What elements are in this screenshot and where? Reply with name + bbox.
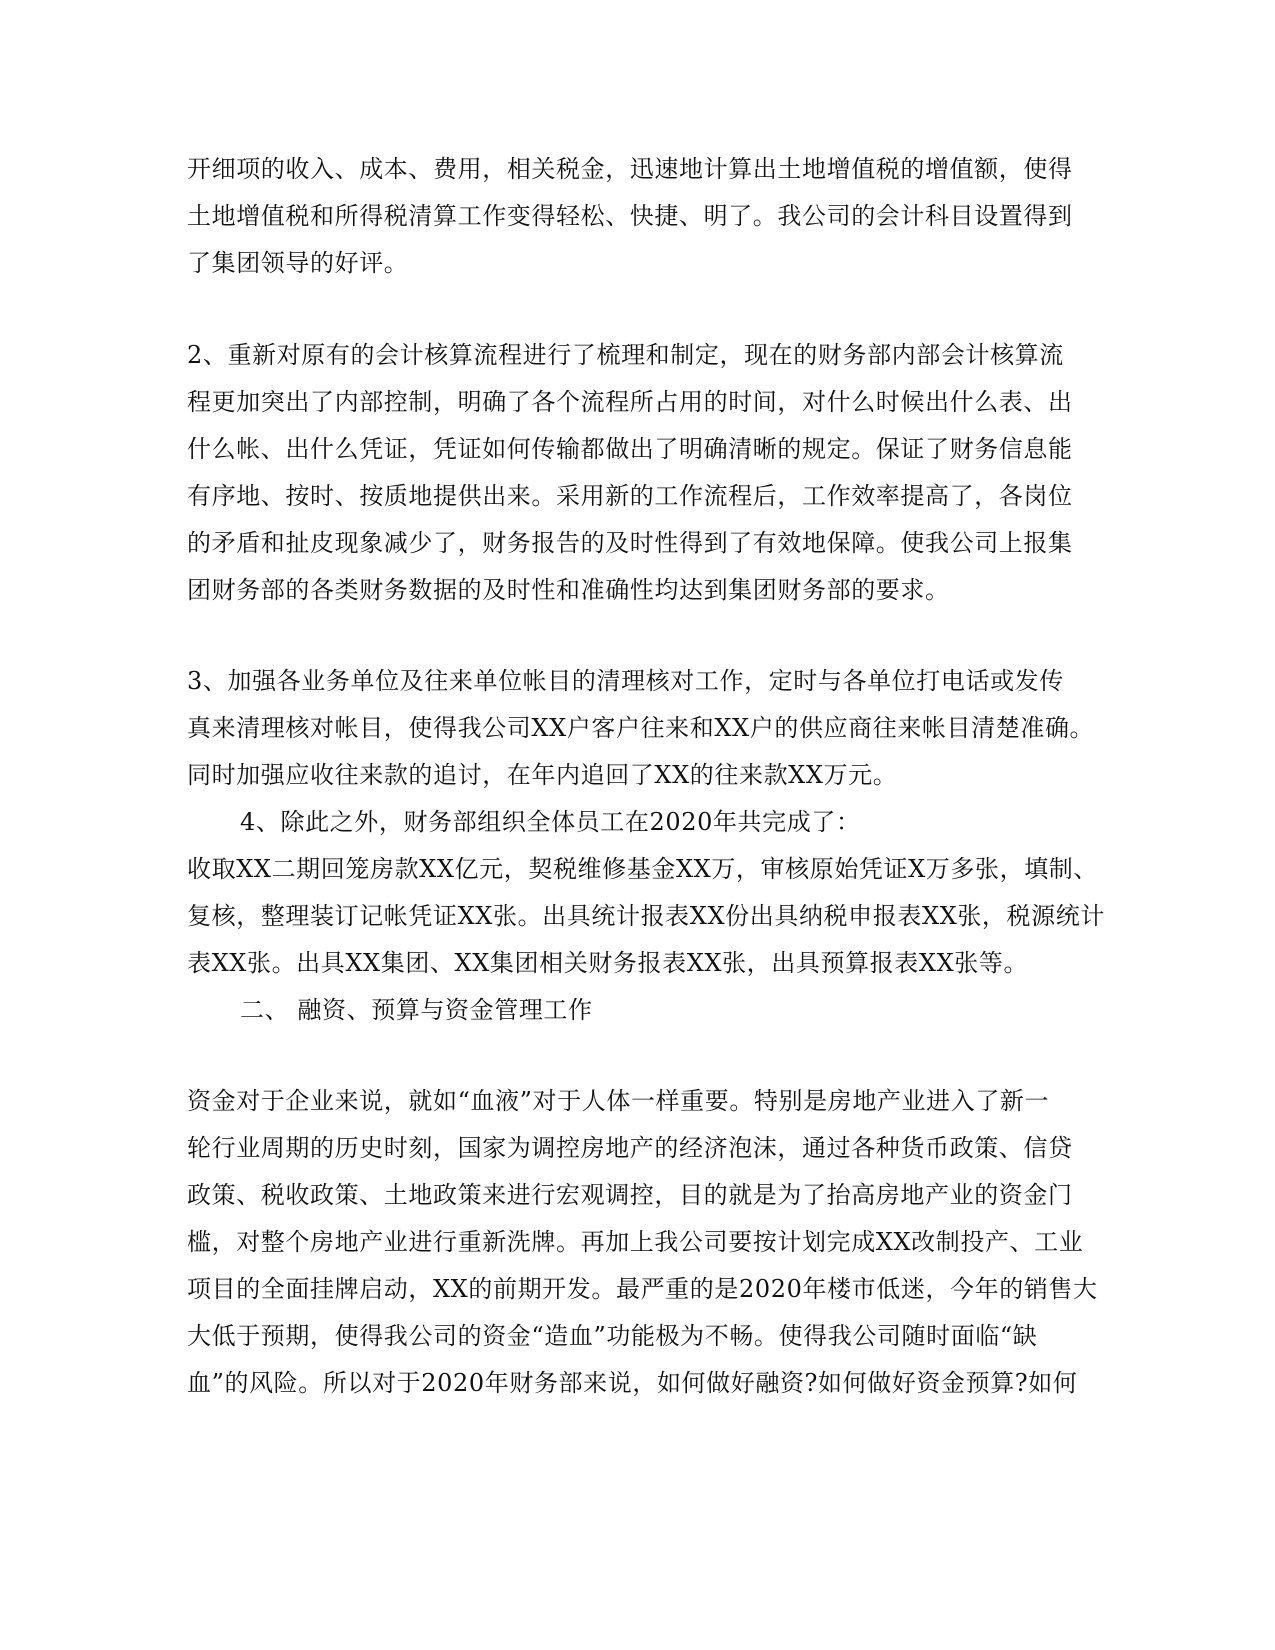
text-line: 团财务部的各类财务数据的及时性和准确性均达到集团财务部的要求。 xyxy=(187,576,950,604)
text-line: 资金对于企业来说，就如“血液”对于人体一样重要。特别是房地产业进入了新一 xyxy=(187,1087,1050,1115)
text-line: 轮行业周期的历史时刻，国家为调控房地产的经济泡沫，通过各种货币政策、信贷 xyxy=(187,1134,1073,1162)
text-line: 复核，整理装订记帐凭证XX张。出具统计报表XX份出具纳税申报表XX张，税源统计 xyxy=(187,902,1105,930)
text-line: 真来清理核对帐目，使得我公司XX户客户往来和XX户的供应商往来帐目清楚准确。 xyxy=(187,714,1095,742)
text-line: 2、重新对原有的会计核算流程进行了梳理和制定，现在的财务部内部会计核算流 xyxy=(187,341,1064,369)
text-line: 大低于预期，使得我公司的资金“造血”功能极为不畅。使得我公司随时面临“缺 xyxy=(187,1322,1038,1350)
text-line: 3、加强各业务单位及往来单位帐目的清理核对工作，定时与各单位打电话或发传 xyxy=(187,667,1064,695)
text-line: 血”的风险。所以对于2020年财务部来说，如何做好融资?如何做好资金预算?如何 xyxy=(187,1369,1078,1397)
text-line: 土地增值税和所得税清算工作变得轻松、快捷、明了。我公司的会计科目设置得到 xyxy=(187,202,1073,230)
text-line: 4、除此之外，财务部组织全体员工在2020年共完成了： xyxy=(240,808,861,836)
text-line: 表XX张。出具XX集团、XX集团相关财务报表XX张，出具预算报表XX张等。 xyxy=(187,949,1029,977)
text-line: 了集团领导的好评。 xyxy=(187,249,409,277)
text-line: 政策、税收政策、土地政策来进行宏观调控，目的就是为了抬高房地产业的资金门 xyxy=(187,1181,1073,1209)
text-line: 什么帐、出什么凭证，凭证如何传输都做出了明确清晰的规定。保证了财务信息能 xyxy=(187,435,1073,463)
text-line: 的矛盾和扯皮现象减少了，财务报告的及时性得到了有效地保障。使我公司上报集 xyxy=(187,529,1073,557)
text-line: 收取XX二期回笼房款XX亿元，契税维修基金XX万，审核原始凭证X万多张，填制、 xyxy=(187,855,1098,883)
text-line: 项目的全面挂牌启动，XX的前期开发。最严重的是2020年楼市低迷，今年的销售大 xyxy=(187,1275,1098,1303)
text-line: 槛，对整个房地产业进行重新洗牌。再加上我公司要按计划完成XX改制投产、工业 xyxy=(187,1228,1084,1256)
text-line: 同时加强应收往来款的追讨，在年内追回了XX的往来款XX万元。 xyxy=(187,761,898,789)
text-line: 程更加突出了内部控制，明确了各个流程所占用的时间，对什么时候出什么表、出 xyxy=(187,388,1073,416)
text-line: 开细项的收入、成本、费用，相关税金，迅速地计算出土地增值税的增值额，使得 xyxy=(187,155,1073,183)
section-heading: 二、 融资、预算与资金管理工作 xyxy=(240,996,593,1024)
text-line: 有序地、按时、按质地提供出来。采用新的工作流程后，工作效率提高了，各岗位 xyxy=(187,482,1073,510)
